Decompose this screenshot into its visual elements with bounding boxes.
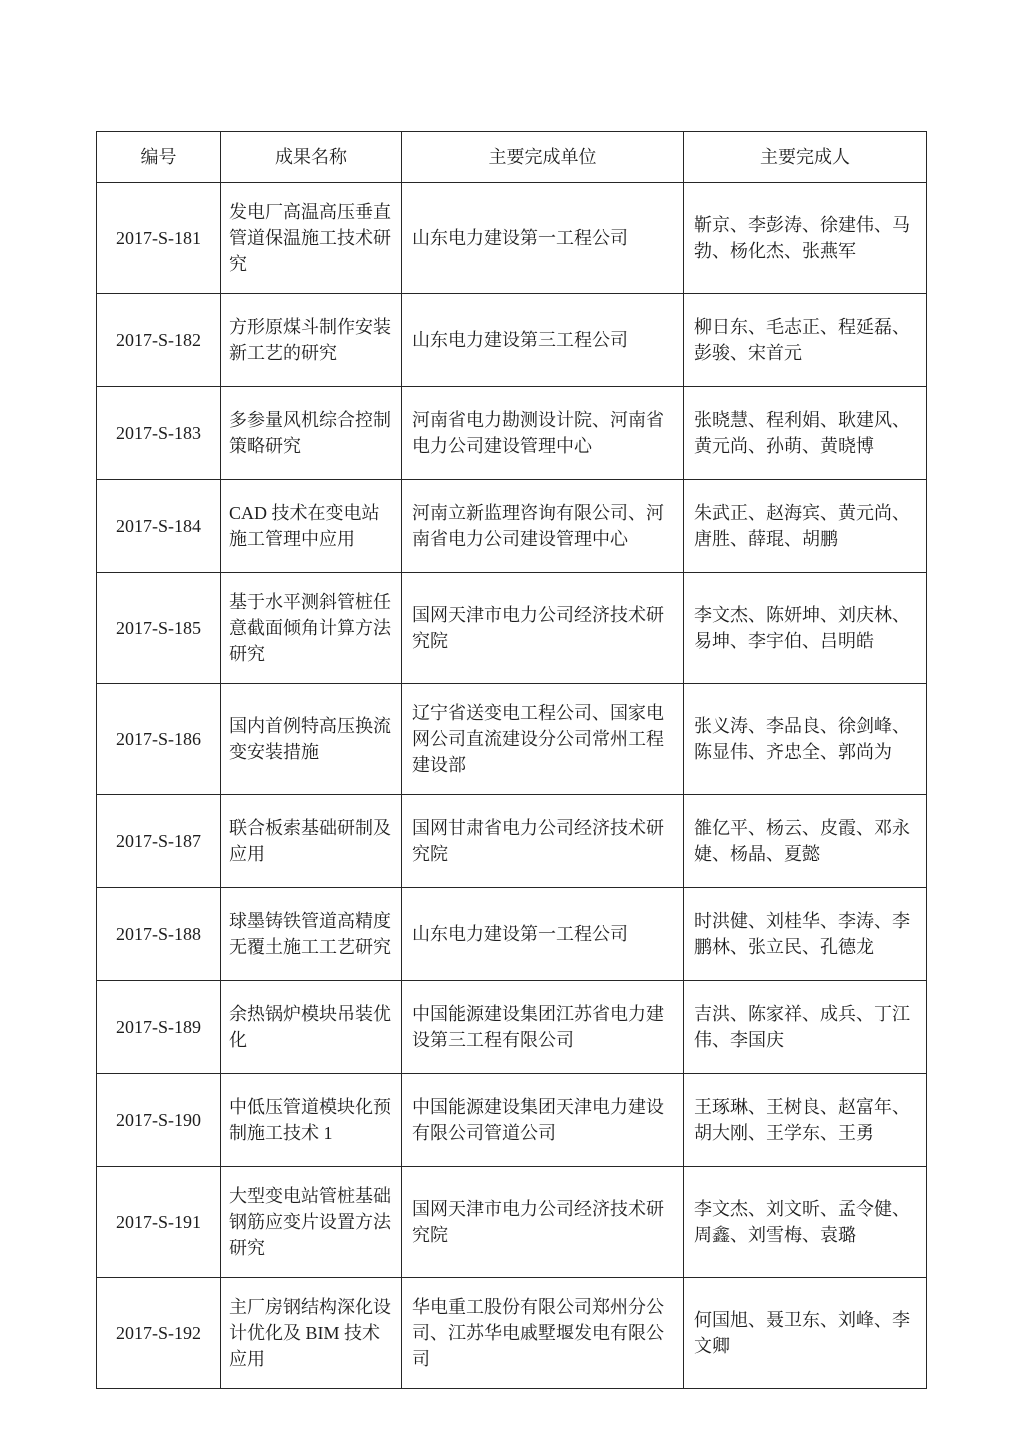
table-row (97, 480, 927, 573)
table-row (97, 888, 927, 981)
cell-id: 2017-S-183 (97, 387, 221, 480)
cell-name: 余热锅炉模块吊装优化 (221, 981, 402, 1074)
header-row (97, 132, 927, 183)
table-row (97, 294, 927, 387)
column-header-people: 主要完成人 (684, 132, 927, 183)
cell-people: 柳日东、毛志正、程延磊、彭骏、宋首元 (684, 294, 927, 387)
cell-name: 国内首例特高压换流变安装措施 (221, 684, 402, 795)
cell-people: 张晓慧、程利娟、耿建风、黄元尚、孙萌、黄晓博 (684, 387, 927, 480)
column-header-id: 编号 (97, 132, 221, 183)
cell-org: 华电重工股份有限公司郑州分公司、江苏华电戚墅堰发电有限公司 (402, 1278, 684, 1389)
cell-id: 2017-S-182 (97, 294, 221, 387)
cell-people: 时洪健、刘桂华、李涛、李鹏林、张立民、孔德龙 (684, 888, 927, 981)
cell-id: 2017-S-184 (97, 480, 221, 573)
cell-people: 王琢琳、王树良、赵富年、胡大刚、王学东、王勇 (684, 1074, 927, 1167)
table-row (97, 573, 927, 684)
cell-org: 中国能源建设集团江苏省电力建设第三工程有限公司 (402, 981, 684, 1074)
cell-name: 球墨铸铁管道高精度无覆土施工工艺研究 (221, 888, 402, 981)
cell-org: 山东电力建设第三工程公司 (402, 294, 684, 387)
table-row (97, 1167, 927, 1278)
table-row (97, 387, 927, 480)
cell-id: 2017-S-181 (97, 183, 221, 294)
table-row (97, 1074, 927, 1167)
cell-org: 河南省电力勘测设计院、河南省电力公司建设管理中心 (402, 387, 684, 480)
cell-name: 多参量风机综合控制策略研究 (221, 387, 402, 480)
cell-name: 联合板索基础研制及应用 (221, 795, 402, 888)
cell-name: 大型变电站管桩基础钢筋应变片设置方法研究 (221, 1167, 402, 1278)
column-header-org: 主要完成单位 (402, 132, 684, 183)
cell-org: 河南立新监理咨询有限公司、河南省电力公司建设管理中心 (402, 480, 684, 573)
cell-people: 朱武正、赵海宾、黄元尚、唐胜、薛琨、胡鹏 (684, 480, 927, 573)
cell-name: CAD 技术在变电站施工管理中应用 (221, 480, 402, 573)
cell-id: 2017-S-190 (97, 1074, 221, 1167)
cell-people: 张义涛、李品良、徐剑峰、陈显伟、齐忠全、郭尚为 (684, 684, 927, 795)
table-row (97, 795, 927, 888)
cell-people: 李文杰、陈妍坤、刘庆林、易坤、李宇伯、吕明皓 (684, 573, 927, 684)
results-table (96, 131, 927, 1389)
cell-org: 山东电力建设第一工程公司 (402, 183, 684, 294)
cell-org: 国网天津市电力公司经济技术研究院 (402, 573, 684, 684)
cell-id: 2017-S-191 (97, 1167, 221, 1278)
cell-org: 国网甘肃省电力公司经济技术研究院 (402, 795, 684, 888)
cell-name: 中低压管道模块化预制施工技术 1 (221, 1074, 402, 1167)
table-row (97, 981, 927, 1074)
cell-name: 发电厂高温高压垂直管道保温施工技术研究 (221, 183, 402, 294)
cell-org: 中国能源建设集团天津电力建设有限公司管道公司 (402, 1074, 684, 1167)
cell-id: 2017-S-187 (97, 795, 221, 888)
cell-name: 方形原煤斗制作安装新工艺的研究 (221, 294, 402, 387)
cell-org: 山东电力建设第一工程公司 (402, 888, 684, 981)
cell-people: 雒亿平、杨云、皮霞、邓永婕、杨晶、夏懿 (684, 795, 927, 888)
cell-org: 国网天津市电力公司经济技术研究院 (402, 1167, 684, 1278)
cell-id: 2017-S-186 (97, 684, 221, 795)
cell-people: 靳京、李彭涛、徐建伟、马勃、杨化杰、张燕军 (684, 183, 927, 294)
cell-people: 何国旭、聂卫东、刘峰、李文卿 (684, 1278, 927, 1389)
cell-people: 吉洪、陈家祥、成兵、丁江伟、李国庆 (684, 981, 927, 1074)
cell-people: 李文杰、刘文昕、孟令健、周鑫、刘雪梅、袁璐 (684, 1167, 927, 1278)
table-row (97, 183, 927, 294)
cell-id: 2017-S-188 (97, 888, 221, 981)
cell-org: 辽宁省送变电工程公司、国家电网公司直流建设分公司常州工程建设部 (402, 684, 684, 795)
cell-id: 2017-S-185 (97, 573, 221, 684)
cell-id: 2017-S-189 (97, 981, 221, 1074)
table-row (97, 1278, 927, 1389)
table-row (97, 684, 927, 795)
table-body (97, 183, 927, 1389)
column-header-name: 成果名称 (221, 132, 402, 183)
cell-name: 基于水平测斜管桩任意截面倾角计算方法研究 (221, 573, 402, 684)
cell-name: 主厂房钢结构深化设计优化及 BIM 技术应用 (221, 1278, 402, 1389)
cell-id: 2017-S-192 (97, 1278, 221, 1389)
